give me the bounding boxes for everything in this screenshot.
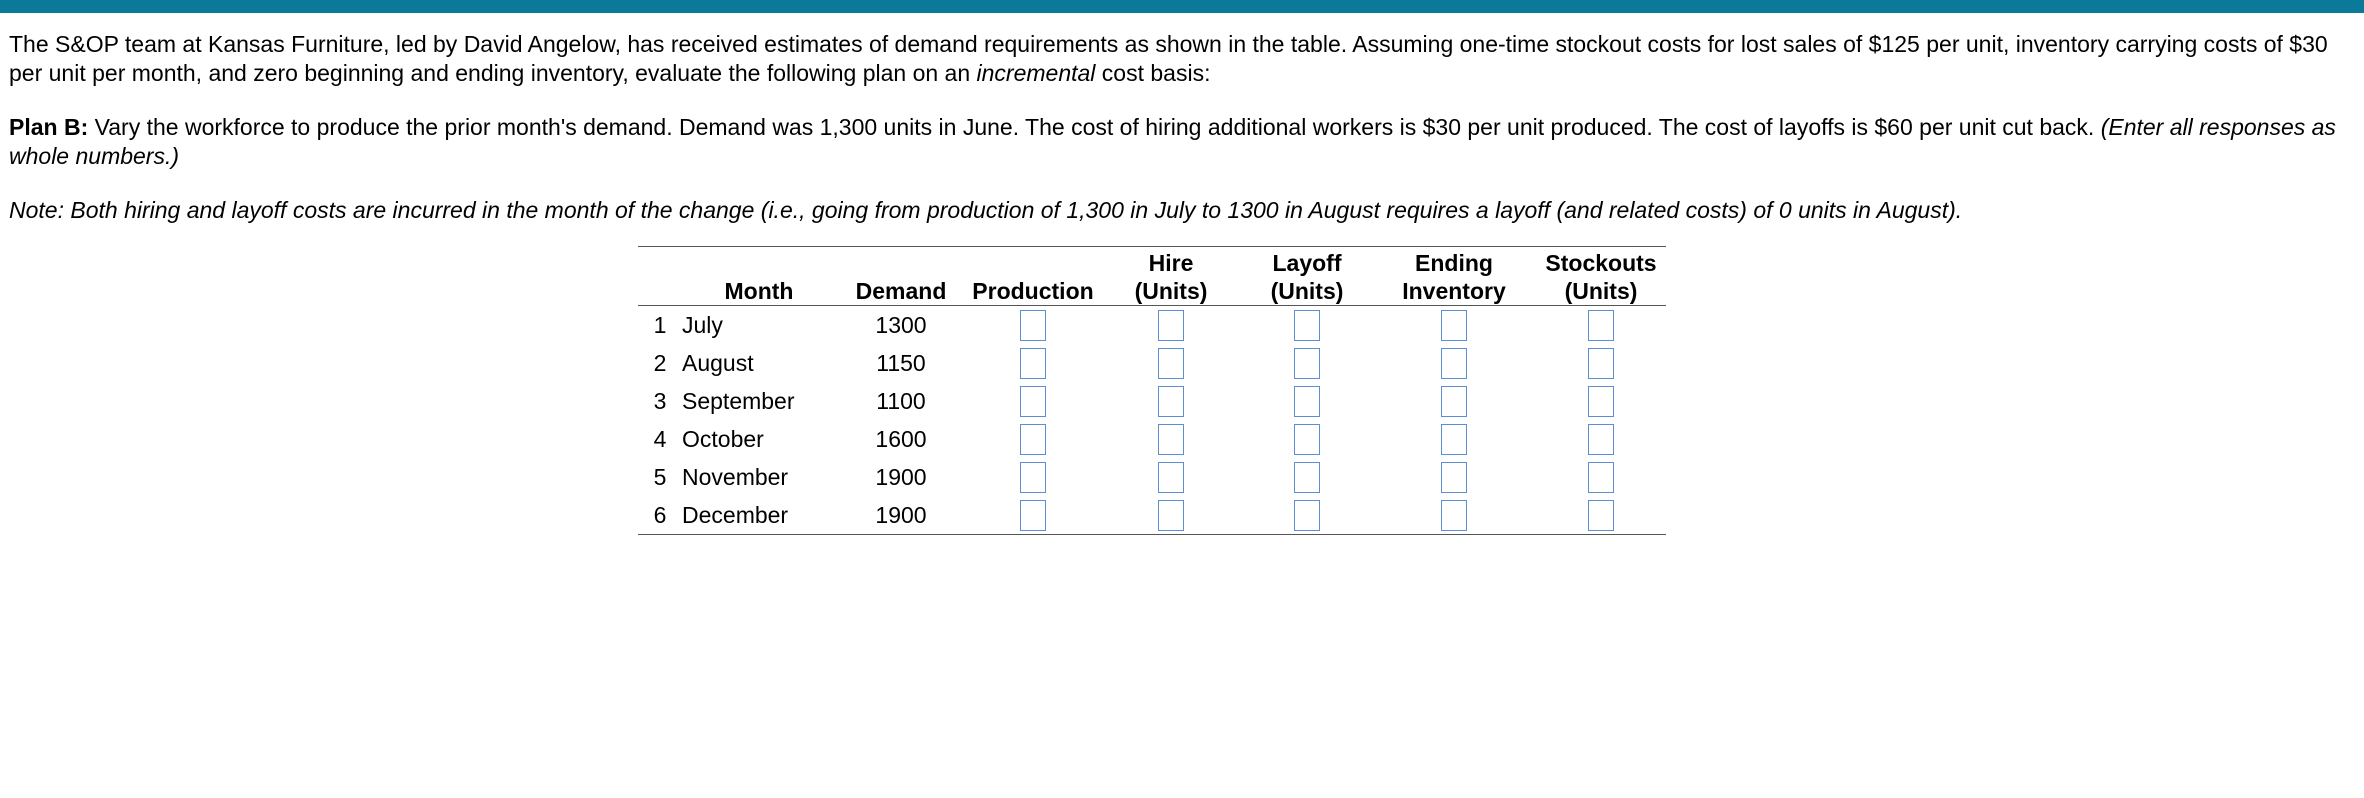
layoff-cell xyxy=(1242,420,1372,458)
stockouts-cell xyxy=(1536,344,1666,382)
stockouts-input[interactable] xyxy=(1588,310,1614,341)
hire-cell xyxy=(1100,458,1242,496)
hire-cell xyxy=(1100,306,1242,345)
plan-label: Plan B: xyxy=(9,114,89,140)
problem-statement xyxy=(9,30,2355,225)
month-cell: October xyxy=(682,425,764,452)
intro-text-end: cost basis: xyxy=(1095,60,1211,86)
table-row xyxy=(638,344,1666,382)
stockouts-cell xyxy=(1536,458,1666,496)
ending-inventory-cell xyxy=(1372,420,1536,458)
ending-inventory-input[interactable] xyxy=(1441,462,1467,493)
layoff-input[interactable] xyxy=(1294,386,1320,417)
table-body xyxy=(638,306,1666,535)
header-ending-line1: Ending xyxy=(1415,250,1493,276)
production-cell xyxy=(966,306,1100,345)
layoff-input[interactable] xyxy=(1294,462,1320,493)
production-cell xyxy=(966,458,1100,496)
header-hire-line1: Hire xyxy=(1148,250,1194,276)
month-cell: August xyxy=(682,349,754,376)
layoff-cell xyxy=(1242,496,1372,535)
layoff-input[interactable] xyxy=(1294,500,1320,531)
layoff-cell xyxy=(1242,306,1372,345)
header-demand: Demand xyxy=(836,247,966,306)
layoff-input[interactable] xyxy=(1294,424,1320,455)
stockouts-cell xyxy=(1536,420,1666,458)
table-row xyxy=(638,306,1666,345)
intro-paragraph xyxy=(9,30,2355,88)
hire-input[interactable] xyxy=(1158,386,1184,417)
stockouts-cell xyxy=(1536,496,1666,535)
table-header xyxy=(638,247,1666,306)
header-month: Month xyxy=(682,247,836,306)
ending-inventory-cell xyxy=(1372,458,1536,496)
table-row xyxy=(638,420,1666,458)
demand-cell: 1100 xyxy=(876,387,926,414)
production-cell xyxy=(966,382,1100,420)
demand-cell: 1300 xyxy=(875,311,927,338)
hire-cell xyxy=(1100,496,1242,535)
header-row xyxy=(638,247,1666,306)
plan-text: Vary the workforce to produce the prior month's demand. Demand was 1,300 units in June. The cost of hiring additional workers is $30 per unit produced. The cost of layoffs is $60 per unit cut back. xyxy=(88,114,2101,140)
hire-input[interactable] xyxy=(1158,424,1184,455)
stockouts-cell xyxy=(1536,306,1666,345)
demand-cell: 1150 xyxy=(876,349,926,376)
header-hire xyxy=(1100,247,1242,306)
header-row-number xyxy=(638,247,682,306)
production-cell xyxy=(966,496,1100,535)
demand-cell: 1900 xyxy=(875,463,927,490)
production-input[interactable] xyxy=(1020,386,1046,417)
plan-paragraph xyxy=(9,113,2355,171)
stockouts-input[interactable] xyxy=(1588,348,1614,379)
month-cell: December xyxy=(682,501,789,528)
ending-inventory-input[interactable] xyxy=(1441,500,1467,531)
table-row xyxy=(638,496,1666,535)
demand-cell: 1900 xyxy=(875,501,927,528)
ending-inventory-cell xyxy=(1372,382,1536,420)
header-ending-inventory xyxy=(1372,247,1536,306)
ending-inventory-cell xyxy=(1372,306,1536,345)
ending-inventory-input[interactable] xyxy=(1441,310,1467,341)
month-cell: September xyxy=(682,387,795,414)
production-cell xyxy=(966,420,1100,458)
month-cell: November xyxy=(682,463,789,490)
hire-input[interactable] xyxy=(1158,462,1184,493)
plan-instruction: (Enter all responses as whole numbers.) xyxy=(9,114,2336,169)
hire-input[interactable] xyxy=(1158,310,1184,341)
ending-inventory-cell xyxy=(1372,344,1536,382)
header-layoff-line2: (Units) xyxy=(1270,278,1344,304)
header-production: Production xyxy=(966,247,1100,306)
layoff-cell xyxy=(1242,382,1372,420)
layoff-cell xyxy=(1242,344,1372,382)
row-number: 4 xyxy=(653,425,667,452)
header-stockouts-line1: Stockouts xyxy=(1545,250,1657,276)
note-text: Note: Both hiring and layoff costs are incurred in the month of the change (i.e., going from production of 1,300 in July to 1300 in August requires a layoff (and related costs) of 0 units in August). xyxy=(9,197,1963,223)
row-number: 6 xyxy=(653,501,667,528)
top-banner xyxy=(0,0,2364,13)
header-stockouts xyxy=(1536,247,1666,306)
row-number: 1 xyxy=(653,311,667,338)
row-number: 2 xyxy=(653,349,667,376)
production-input[interactable] xyxy=(1020,310,1046,341)
layoff-input[interactable] xyxy=(1294,310,1320,341)
hire-cell xyxy=(1100,420,1242,458)
month-cell: July xyxy=(682,311,723,338)
production-input[interactable] xyxy=(1020,424,1046,455)
hire-input[interactable] xyxy=(1158,500,1184,531)
stockouts-input[interactable] xyxy=(1588,386,1614,417)
table-row xyxy=(638,382,1666,420)
ending-inventory-input[interactable] xyxy=(1441,348,1467,379)
stockouts-cell xyxy=(1536,382,1666,420)
header-layoff xyxy=(1242,247,1372,306)
plan-table xyxy=(638,246,1666,535)
ending-inventory-input[interactable] xyxy=(1441,386,1467,417)
layoff-cell xyxy=(1242,458,1372,496)
intro-text: The S&OP team at Kansas Furniture, led by David Angelow, has received estimates of demand requirements as shown in the table. Assuming one-time stockout costs for lost sales of $125 per unit, inventory carrying costs of $30 per unit per month, and zero beginning and ending inventory, evaluate the following plan on an xyxy=(9,31,2328,86)
note-paragraph xyxy=(9,196,2355,225)
ending-inventory-input[interactable] xyxy=(1441,424,1467,455)
intro-emphasis: incremental xyxy=(976,60,1096,86)
header-ending-line2: Inventory xyxy=(1402,278,1506,304)
production-input[interactable] xyxy=(1020,500,1046,531)
header-layoff-line1: Layoff xyxy=(1272,250,1342,276)
hire-cell xyxy=(1100,344,1242,382)
stockouts-input[interactable] xyxy=(1588,500,1614,531)
hire-input[interactable] xyxy=(1158,348,1184,379)
row-number: 3 xyxy=(653,387,667,414)
stockouts-input[interactable] xyxy=(1588,462,1614,493)
header-hire-line2: (Units) xyxy=(1134,278,1208,304)
layoff-input[interactable] xyxy=(1294,348,1320,379)
production-cell xyxy=(966,344,1100,382)
hire-cell xyxy=(1100,382,1242,420)
table-row xyxy=(638,458,1666,496)
production-input[interactable] xyxy=(1020,348,1046,379)
demand-cell: 1600 xyxy=(875,425,927,452)
production-input[interactable] xyxy=(1020,462,1046,493)
ending-inventory-cell xyxy=(1372,496,1536,535)
row-number: 5 xyxy=(653,463,667,490)
stockouts-input[interactable] xyxy=(1588,424,1614,455)
header-stockouts-line2: (Units) xyxy=(1564,278,1638,304)
